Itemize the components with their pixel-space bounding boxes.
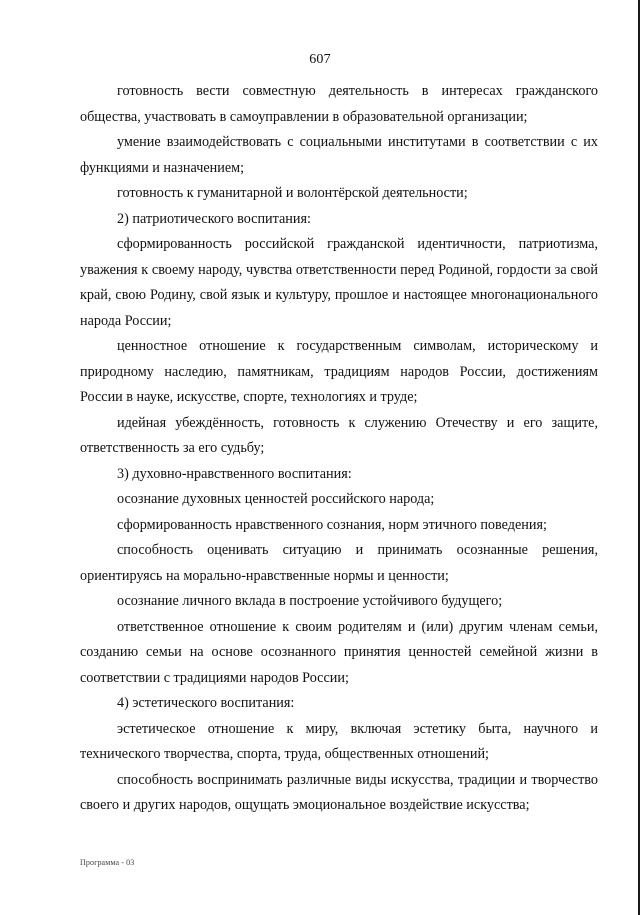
- paragraph-moral-consciousness: сформированность нравственного сознания, норм этичного поведения;: [117, 516, 547, 533]
- section-heading-spiritual: 3) духовно-нравственного воспитания:: [117, 465, 352, 482]
- paragraph-civic-activity: готовность вести совместную деятельность в интересах гражданского общества, участвовать в самоуправлении в образовательной организации;: [80, 83, 598, 125]
- paragraph-volunteering: готовность к гуманитарной и волонтёрской деятельности;: [117, 185, 468, 201]
- section-heading-patriotic: 2) патриотического воспитания:: [117, 210, 311, 227]
- footer-program-label: Программа - 03: [80, 858, 135, 867]
- paragraph-spiritual-values: осознание духовных ценностей российского народа;: [117, 491, 435, 507]
- paragraph-social-institutions: умение взаимодействовать с социальными институтами в соответствии с их функциями и назначением;: [80, 134, 598, 176]
- paragraph-civic-identity: сформированность российской гражданской идентичности, патриотизма, уважения к своему народу, чувства ответственности перед Родиной, гордости за свой край, свою Родину, свой язык и культуру, прошлое и настоящее многонационального народа России;: [80, 236, 598, 329]
- document-body: [80, 79, 598, 819]
- paragraph-family: ответственное отношение к своим родителям и (или) другим членам семьи, созданию семьи на основе осознанного принятия ценностей семейной жизни в соответствии с традициями народов России;: [80, 618, 598, 686]
- paragraph-art-perception: способность воспринимать различные виды искусства, традиции и творчество своего и других народов, ощущать эмоциональное воздействие искусства;: [80, 771, 598, 813]
- paragraph-aesthetic-attitude: эстетическое отношение к миру, включая эстетику быта, научного и технического творчества, спорта, труда, общественных отношений;: [80, 720, 598, 762]
- paragraph-state-symbols: ценностное отношение к государственным символам, историческому и природному наследию, памятникам, традициям народов России, достижениям России в науке, искусстве, спорте, технологиях и труде;: [80, 338, 598, 405]
- paragraph-serving-fatherland: идейная убеждённость, готовность к служению Отечеству и его защите, ответственность за его судьбу;: [80, 414, 598, 456]
- paragraph-sustainable-future: осознание личного вклада в построение устойчивого будущего;: [117, 593, 503, 609]
- page-number: 607: [309, 52, 331, 67]
- section-heading-aesthetic: 4) эстетического воспитания:: [117, 695, 295, 711]
- paragraph-decision-making: способность оценивать ситуацию и принимать осознанные решения, ориентируясь на морально-нравственные нормы и ценности;: [80, 542, 598, 584]
